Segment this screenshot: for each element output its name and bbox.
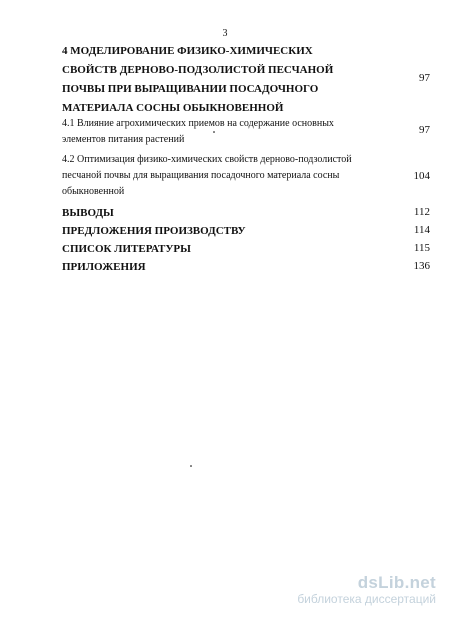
toc-entry-appendices bbox=[62, 258, 362, 277]
toc-entry-page: 97 bbox=[419, 124, 430, 136]
toc-entry-section-4-1 bbox=[62, 116, 352, 148]
watermark-subtitle: библиотека диссертаций bbox=[297, 592, 436, 606]
toc-entry-conclusions bbox=[62, 204, 362, 223]
page-number: 3 bbox=[222, 28, 228, 39]
toc-entry-page: 112 bbox=[413, 206, 430, 218]
toc-entry-title: ПРЕДЛОЖЕНИЯ ПРОИЗВОДСТВУ bbox=[62, 225, 246, 237]
toc-entry-title: 4 МОДЕЛИРОВАНИЕ ФИЗИКО-ХИМИЧЕСКИХ СВОЙСТВ ДЕРНОВО-ПОДЗОЛИСТОЙ ПЕСЧАНОЙ ПОЧВЫ ПРИ ВЫРАЩИВАНИИ ПОСАДОЧНОГО МАТЕРИАЛА СОСНЫ ОБЫКНОВЕННОЙ bbox=[62, 45, 334, 114]
toc-entry-chapter-4 bbox=[62, 42, 362, 118]
toc-entry-title: 4.1 Влияние агрохимических приемов на содержание основных элементов питания растений bbox=[62, 118, 334, 145]
watermark bbox=[297, 574, 436, 606]
toc-entry-page: 114 bbox=[413, 224, 430, 236]
toc-entry-proposals bbox=[62, 222, 362, 241]
toc-entry-section-4-2 bbox=[62, 152, 370, 200]
toc-entry-page: 115 bbox=[413, 242, 430, 254]
toc-entry-references bbox=[62, 240, 362, 259]
scan-speck bbox=[190, 465, 192, 467]
toc-entry-page: 136 bbox=[413, 260, 430, 272]
watermark-brand: dsLib.net bbox=[357, 573, 436, 592]
scan-speck bbox=[213, 131, 215, 133]
toc-entry-title: 4.2 Оптимизация физико-химических свойств дерново-подзолистой песчаной почвы для выращивания посадочного материала сосны обыкновенной bbox=[62, 154, 352, 197]
toc-entry-title: ПРИЛОЖЕНИЯ bbox=[62, 261, 146, 273]
toc-entry-page: 104 bbox=[413, 170, 430, 182]
toc-entry-title: ВЫВОДЫ bbox=[62, 207, 114, 219]
toc-entry-title: СПИСОК ЛИТЕРАТУРЫ bbox=[62, 243, 191, 255]
toc-entry-page: 97 bbox=[419, 72, 430, 84]
